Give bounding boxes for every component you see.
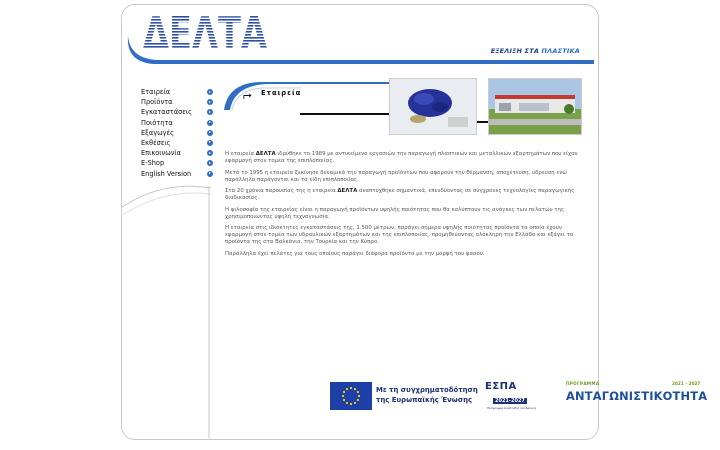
arrow-bullet-icon: [207, 109, 213, 115]
eu-star-icon: [350, 387, 352, 389]
sidebar-item-label: Προϊόντα: [141, 98, 173, 107]
sidebar-item-eshop[interactable]: [141, 158, 213, 168]
paragraph: Η εταιρεία ΔΕΛΤΑ ιδρύθηκε το 1989 με αντικείμενο εργασιών την παραγωγή πλαστικών και μεταλλικών εξαρτημάτων που είχαν εφαρμογή στον τομέα της επιπλοποιίας.: [225, 151, 578, 164]
sidebar-item-label: Εκθέσεις: [141, 138, 171, 147]
sidebar-item-label: Ποιότητα: [141, 118, 173, 127]
sidebar-item-exhibitions[interactable]: [141, 138, 213, 148]
sidebar-item-label: English Version: [141, 169, 192, 178]
espa-years-badge: 2021-2027: [495, 398, 525, 404]
espa-logo-title: ΕΣΠΑ: [485, 381, 517, 392]
eu-star-icon: [354, 388, 356, 390]
arrow-bullet-icon: [207, 99, 213, 105]
sidebar-item-label: Επικοινωνία: [141, 149, 181, 158]
eu-star-icon: [343, 399, 345, 401]
sidebar-item-label: Εταιρεία: [141, 88, 171, 96]
tagline: ΕΞΕΛΙΞΗ ΣΤΑ ΠΛΑΣΤΙΚΑ: [490, 47, 580, 55]
program-years: 2021 – 2027: [672, 381, 701, 386]
arrow-bullet-icon: [207, 120, 213, 126]
paragraph: Στα 20 χρόνια παρουσίας της η εταιρεία ΔΕΛΤΑ αναπτύχθηκε σημαντικά, επενδύοντας σε σύγχρονες τεχνολογίες παραγωγικής διαδικασίας.: [225, 188, 575, 202]
sidebar-curve-decoration: [121, 186, 211, 440]
eu-star-icon: [357, 391, 359, 393]
arrow-bullet-icon: [207, 140, 213, 146]
svg-text:ΔΕΛΤΑ: ΔΕΛΤΑ: [143, 8, 267, 59]
eu-star-icon: [350, 403, 352, 405]
paragraph: Παράλληλα έχει πελάτες για τους οποίους παράγει διάφορα προϊόντα με την μορφή του φασόν.: [225, 250, 485, 257]
arrow-bullet-icon: [207, 130, 213, 136]
eu-star-icon: [354, 402, 356, 404]
paragraph: Η φιλοσοφία της εταιρείας είναι η παραγωγή προϊόντων υψηλής ποιότητας που θα καλύπτουν τις ανάγκες των πελατών της χρησιμοποιώντας υψηλή τεχνογνωσία.: [225, 206, 565, 220]
paragraph: Μετά το 1995 η εταιρεία ξεκίνησε δυναμικά την παραγωγή προϊόντων που αφορούν την θέρμανση, αποχέτευση, ύδρευση ενώ παράλληλα παράγονται και τα είδη επιπλοποιίας.: [225, 169, 567, 183]
arrow-bullet-icon: [207, 171, 213, 177]
divider: [300, 113, 389, 115]
sidebar-item-company[interactable]: [141, 87, 213, 97]
eu-star-icon: [358, 395, 360, 397]
turn-arrow-icon: ⮣: [243, 88, 252, 101]
sidebar-item-contact[interactable]: [141, 148, 213, 158]
eu-star-icon: [346, 402, 348, 404]
arrow-bullet-icon: [207, 89, 213, 95]
sidebar-item-facilities[interactable]: [141, 107, 213, 117]
sidebar-item-label: Εγκαταστάσεις: [141, 108, 192, 117]
factory-building-photo: [488, 78, 582, 135]
sidebar-item-exports[interactable]: [141, 128, 213, 138]
program-name: ΑΝΤΑΓΩΝΙΣΤΙΚΟΤΗΤΑ: [566, 389, 708, 403]
sidebar-nav: [141, 87, 213, 179]
arrow-bullet-icon: [207, 160, 213, 166]
sidebar-item-label: E-Shop: [141, 159, 165, 168]
eu-star-icon: [346, 388, 348, 390]
sidebar-item-english[interactable]: [141, 169, 213, 179]
espa-subtitle: Πρόγραμμα Ανάπτυξης και Δίκαιης: [487, 406, 537, 410]
section-title: Εταιρεία: [261, 89, 302, 97]
sidebar-item-label: Εξαγωγές: [141, 128, 174, 137]
program-label: ΠΡΟΓΡΑΜΜΑ: [566, 381, 600, 386]
company-description: [225, 151, 580, 263]
eu-star-icon: [342, 395, 344, 397]
arrow-bullet-icon: [207, 150, 213, 156]
eu-flag-icon: [330, 382, 372, 410]
sidebar-item-quality[interactable]: [141, 118, 213, 128]
sidebar-item-products[interactable]: [141, 97, 213, 107]
paragraph: Η εταιρεία στις ιδιόκτητες εγκαταστάσεις της, 1.500 μέτρων, παράγει σήμερα υψηλής ποιότητας προϊόντα τα οποία έχουν εφαρμογή στον τομέα των υδραυλικών εξαρτημάτων και της επιπλοποιίας, προμηθεύοντας ολόκληρη την Ελλάδα και εξάγει τα προϊόντα της στα Βαλκάνια, την Τουρκία και την Κύπρο.: [225, 225, 574, 246]
blue-pellets-photo: [389, 78, 477, 135]
eu-star-icon: [343, 391, 345, 393]
eu-cofunding-text: Με τη συγχρηματοδότηση της Ευρωπαϊκής Ένωσης: [376, 386, 478, 404]
eu-star-icon: [357, 399, 359, 401]
